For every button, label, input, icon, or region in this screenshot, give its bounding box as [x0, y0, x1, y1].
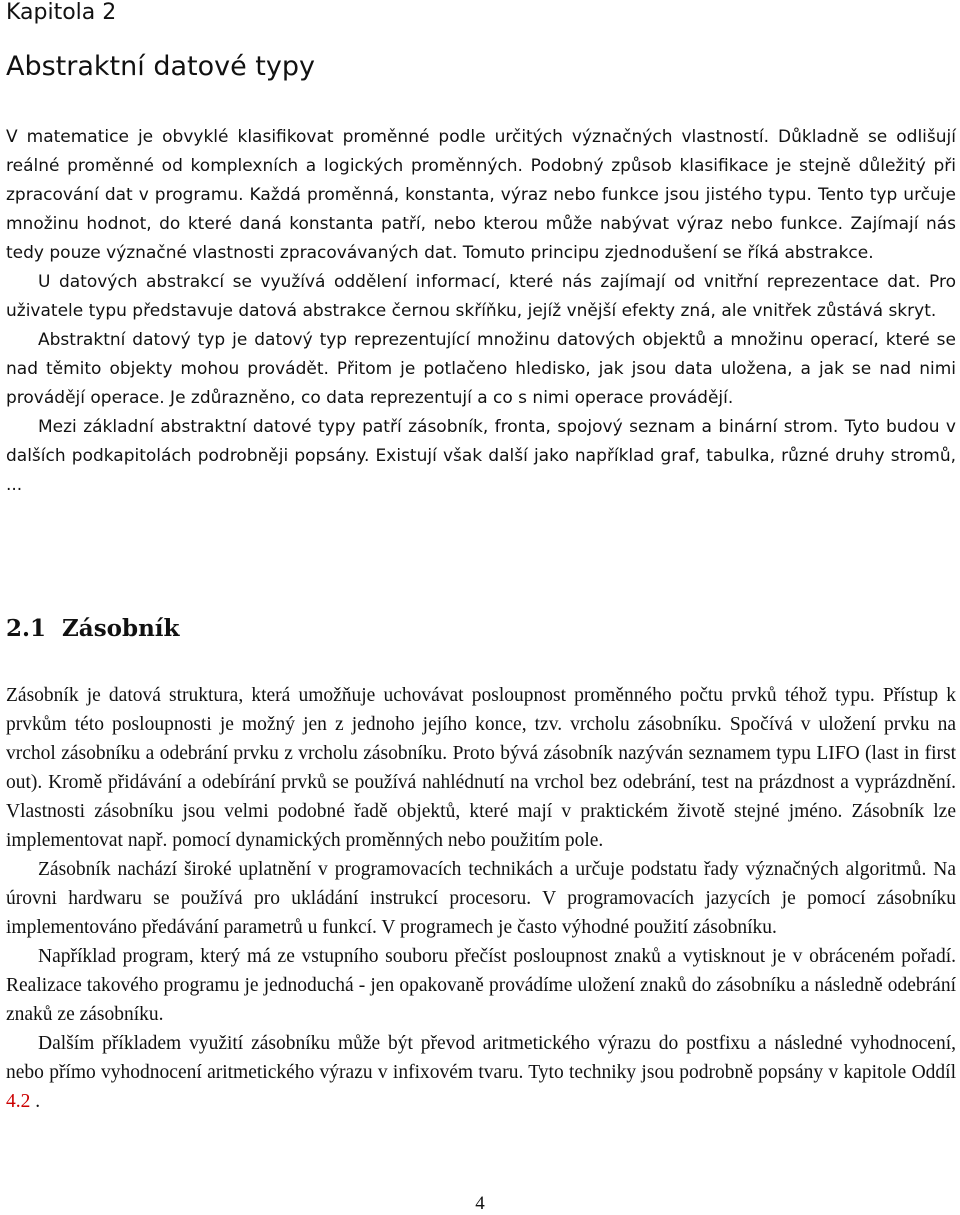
section-paragraph-2: Zásobník nachází široké uplatnění v programovacích technikách a určuje podstatu řady význačných algoritmů. Na úrovni hardwaru se používá pro ukládání instrukcí procesoru. V programovacích jazycích je pomocí zásobníku implementováno předávání parametrů u funkcí. V programech je často výhodné použití zásobníku. [6, 859, 956, 938]
intro-paragraph-2: U datových abstrakcí se využívá oddělení informací, které nás zajímají od vnitřní reprezentace dat. Pro uživatele typu představuje datová abstrakce černou skříňku, jejíž vnější efekty zná, ale vnitřek zůstává skryt. [6, 272, 956, 321]
chapter-label: Kapitola 2 [6, 0, 117, 25]
section-zasobnik [6, 613, 956, 1116]
section-heading [6, 613, 956, 645]
section-paragraph-3: Například program, který má ze vstupního souboru přečíst posloupnost znaků a vytisknout je v obráceném pořadí. Realizace takového programu je jednoduchá - jen opakovaně provádíme uložení znaků do zásobníku a následně odebrání znaků ze zásobníku. [6, 946, 956, 1025]
section-number: 2.1 [6, 615, 47, 642]
chapter-title: Abstraktní datové typy [6, 51, 315, 82]
section-paragraph-4 [6, 1029, 956, 1116]
intro-paragraph-3: Abstraktní datový typ je datový typ reprezentující množinu datových objektů a množinu operací, které se nad těmito objekty mohou provádět. Přitom je potlačeno hledisko, jak jsou data uložena, a jak se nad nimi provádějí operace. Je zdůrazněno, co data reprezentují a co s nimi operace provádějí. [6, 330, 956, 408]
intro-paragraph-4: Mezi základní abstraktní datové typy patří zásobník, fronta, spojový seznam a binární strom. Tyto budou v dalších podkapitolách podrobněji popsány. Existují však další jako například graf, tabulka, různé druhy stromů, ... [6, 417, 956, 495]
intro-paragraph-1: V matematice je obvyklé klasifikovat proměnné podle určitých význačných vlastností. Důkladně se odlišují reálné proměnné od komplexních a logických proměnných. Podobný způsob klasifikace je stejně důležitý při zpracování dat v programu. Každá proměnná, konstanta, výraz nebo funkce jsou jistého typu. Tento typ určuje množinu hodnot, do které daná konstanta patří, nebo kterou může nabývat výraz nebo funkce. Zajímají nás tedy pouze význačné vlastnosti zpracovávaných dat. Tomuto principu zjednodušení se říká abstrakce. [6, 127, 956, 263]
section-paragraph-1: Zásobník je datová struktura, která umožňuje uchovávat posloupnost proměnného počtu prvků téhož typu. Přístup k prvkům této posloupnosti je možný jen z jednoho jejího konce, tzv. vrcholu zásobníku. Spočívá v uložení prvku na vrchol zásobníku a odebrání prvku z vrcholu zásobníku. Proto bývá zásobník nazýván seznamem typu LIFO (last in first out). Kromě přidávání a odebírání prvků se používá nahlédnutí na vrchol bez odebrání, test na prázdnost a vyprázdnění. Vlastnosti zásobníku jsou velmi podobné řadě objektů, které mají v praktickém životě stejné jméno. Zásobník lze implementovat např. pomocí dynamických proměnných nebo použitím pole. [6, 685, 956, 851]
paragraph-text: Dalším příkladem využití zásobníku může být převod aritmetického výrazu do postfixu a následné vyhodnocení, nebo přímo vyhodnocení aritmetického výrazu v infixovém tvaru. Tyto techniky jsou podrobně popsány v kapitole Oddíl [6, 1033, 956, 1083]
page-number: 4 [475, 1193, 485, 1214]
section-title: Zásobník [62, 615, 180, 642]
chapter-intro [6, 123, 956, 500]
paragraph-end: . [30, 1091, 41, 1112]
cross-reference-link[interactable]: 4.2 [6, 1091, 31, 1112]
